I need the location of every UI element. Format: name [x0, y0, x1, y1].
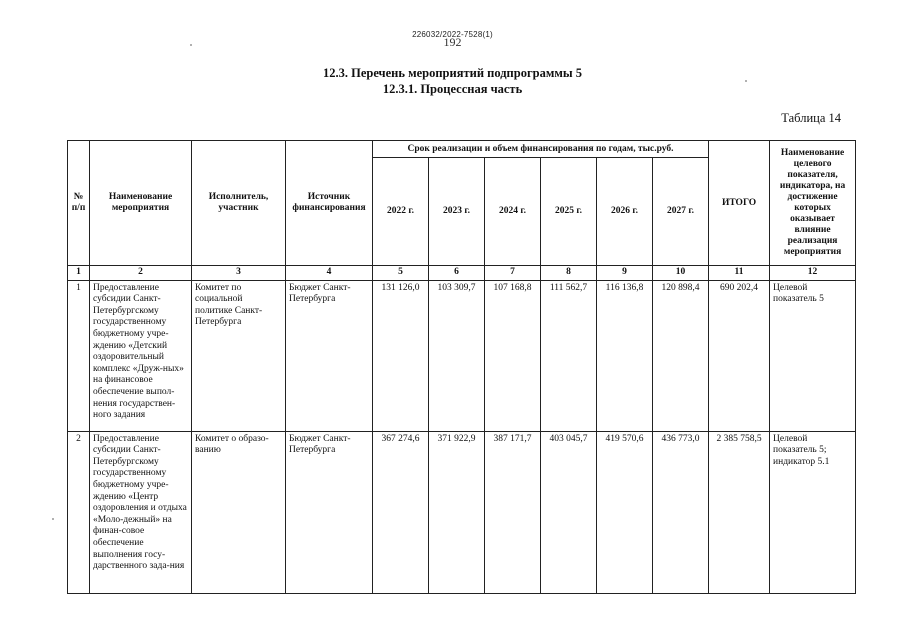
- value-2026: 116 136,8: [597, 280, 653, 431]
- target-indicator: Целевой показатель 5; индикатор 5.1: [770, 431, 856, 593]
- section-title: 12.3. Перечень мероприятий подпрограммы 5: [322, 66, 583, 80]
- header-no: № п/п: [68, 141, 90, 266]
- value-2024: 387 171,7: [485, 431, 541, 593]
- header-indicator: Наименование целевого показателя, индикатора, на достижение которых оказывает влияние реализация мероприятия: [770, 141, 856, 266]
- column-number: 12: [770, 266, 856, 281]
- table-row: [68, 280, 856, 431]
- column-number-row: [68, 266, 856, 281]
- column-number: 6: [429, 266, 485, 281]
- value-2022: 131 126,0: [373, 280, 429, 431]
- value-2027: 120 898,4: [653, 280, 709, 431]
- column-number: 8: [541, 266, 597, 281]
- value-total: 690 202,4: [709, 280, 770, 431]
- scan-speck: [52, 518, 54, 520]
- row-number: 1: [68, 280, 90, 431]
- value-2023: 371 922,9: [429, 431, 485, 593]
- header-year: 2024 г.: [485, 158, 541, 266]
- value-total: 2 385 758,5: [709, 431, 770, 593]
- column-number: 1: [68, 266, 90, 281]
- value-2024: 107 168,8: [485, 280, 541, 431]
- column-number: 10: [653, 266, 709, 281]
- value-2026: 419 570,6: [597, 431, 653, 593]
- funding-source: Бюджет Санкт-Петербурга: [286, 280, 373, 431]
- header-name: Наименование мероприятия: [90, 141, 192, 266]
- column-number: 11: [709, 266, 770, 281]
- document-id: 226032/2022-7528(1): [412, 30, 493, 39]
- scan-speck: [745, 80, 747, 82]
- column-number: 2: [90, 266, 192, 281]
- activity-name: Предоставление субсидии Санкт-Петербургскому государственному бюджетному учре-ждению «Детский оздоровительный комплекс «Друж-ных» на финансовое обеспечение выпол-нения государствен-ного задания: [90, 280, 192, 431]
- scan-speck: [190, 44, 192, 46]
- value-2025: 111 562,7: [541, 280, 597, 431]
- value-2025: 403 045,7: [541, 431, 597, 593]
- value-2023: 103 309,7: [429, 280, 485, 431]
- header-executor: Исполнитель, участник: [192, 141, 286, 266]
- activity-name: Предоставление субсидии Санкт-Петербургскому государственному бюджетному учре-ждению «Центр оздоровления и отдыха «Моло-дежный» на финан-совое обеспечение выполнения госу-дарственного зада-ния: [90, 431, 192, 593]
- row-number: 2: [68, 431, 90, 593]
- header-year: 2023 г.: [429, 158, 485, 266]
- header-period: Срок реализации и объем финансирования по годам, тыс.руб.: [373, 141, 709, 158]
- funding-source: Бюджет Санкт-Петербурга: [286, 431, 373, 593]
- activities-table: [67, 140, 856, 594]
- column-number: 4: [286, 266, 373, 281]
- header-year: 2027 г.: [653, 158, 709, 266]
- table-row: [68, 431, 856, 593]
- section-subtitle: 12.3.1. Процессная часть: [382, 82, 523, 96]
- header-row: [68, 141, 856, 158]
- value-2022: 367 274,6: [373, 431, 429, 593]
- target-indicator: Целевой показатель 5: [770, 280, 856, 431]
- column-number: 5: [373, 266, 429, 281]
- table-label: Таблица 14: [781, 111, 841, 125]
- column-number: 9: [597, 266, 653, 281]
- header-year: 2025 г.: [541, 158, 597, 266]
- header-year: 2026 г.: [597, 158, 653, 266]
- header-year: 2022 г.: [373, 158, 429, 266]
- value-2027: 436 773,0: [653, 431, 709, 593]
- page-number: 192: [443, 35, 462, 49]
- activity-executor: Комитет по социальной политике Санкт-Петербурга: [192, 280, 286, 431]
- header-source: Источник финансирования: [286, 141, 373, 266]
- column-number: 7: [485, 266, 541, 281]
- header-total: ИТОГО: [709, 141, 770, 266]
- column-number: 3: [192, 266, 286, 281]
- activity-executor: Комитет о образо-ванию: [192, 431, 286, 593]
